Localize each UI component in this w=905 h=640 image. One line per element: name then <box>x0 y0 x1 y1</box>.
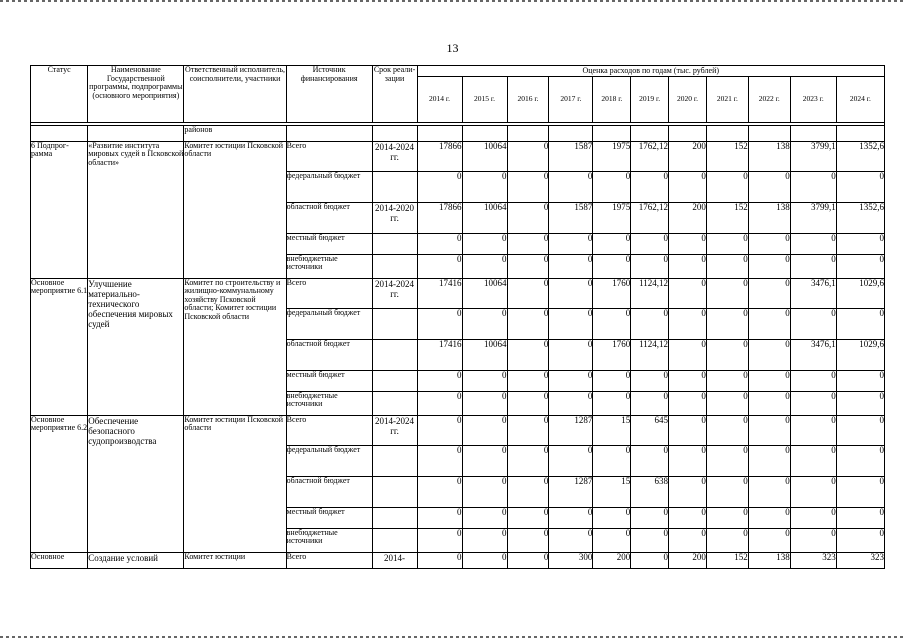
value-cell: 0 <box>669 308 707 339</box>
value-cell: 0 <box>593 233 631 254</box>
row-source: областной бюджет <box>286 202 372 233</box>
table-row <box>31 415 885 445</box>
row-responsible: Комитет юстиции <box>184 552 286 568</box>
row-source: федеральный бюджет <box>286 308 372 339</box>
value-cell: 323 <box>836 552 884 568</box>
row-name: Обеспечение безопасного судопроизводства <box>88 415 184 552</box>
header-year: 2018 г. <box>593 76 631 122</box>
value-cell: 0 <box>549 528 593 552</box>
value-cell: 0 <box>669 171 707 202</box>
header-year: 2021 г. <box>706 76 748 122</box>
value-cell: 0 <box>706 171 748 202</box>
value-cell: 138 <box>748 202 790 233</box>
value-cell: 0 <box>669 476 707 507</box>
value-cell: 0 <box>790 391 836 415</box>
row-term <box>372 476 417 507</box>
row-source: внебюджетные источники <box>286 391 372 415</box>
header-year: 2016 г. <box>507 76 549 122</box>
value-cell: 0 <box>790 171 836 202</box>
row-source: федеральный бюджет <box>286 171 372 202</box>
value-cell: 200 <box>669 552 707 568</box>
value-cell: 1762,12 <box>631 141 669 171</box>
row-term: 2014-2024 гг. <box>372 415 417 445</box>
value-cell: 0 <box>669 507 707 528</box>
value-cell: 0 <box>790 528 836 552</box>
value-cell: 0 <box>836 507 884 528</box>
value-cell: 0 <box>417 476 462 507</box>
header-year: 2020 г. <box>669 76 707 122</box>
value-cell: 0 <box>836 308 884 339</box>
value-cell: 0 <box>417 552 462 568</box>
header-year: 2024 г. <box>836 76 884 122</box>
row-status: 6 Подпрог-рамма <box>31 141 88 278</box>
value-cell: 0 <box>748 476 790 507</box>
value-cell: 0 <box>462 445 507 476</box>
value-cell: 0 <box>790 445 836 476</box>
value-cell: 0 <box>631 370 669 391</box>
value-cell: 1287 <box>549 476 593 507</box>
value-cell: 1029,6 <box>836 339 884 370</box>
value-cell: 0 <box>669 254 707 278</box>
value-cell: 0 <box>507 141 549 171</box>
value-cell: 0 <box>507 391 549 415</box>
value-cell: 0 <box>549 507 593 528</box>
value-cell: 0 <box>748 507 790 528</box>
header-estimate: Оценка расходов по годам (тыс. рублей) <box>417 66 884 77</box>
table-row <box>31 552 885 568</box>
header-term: Срок реали-зации <box>372 66 417 123</box>
value-cell: 3799,1 <box>790 202 836 233</box>
header-status: Статус <box>31 66 88 123</box>
row-source: местный бюджет <box>286 233 372 254</box>
row-source: местный бюджет <box>286 507 372 528</box>
value-cell: 0 <box>748 171 790 202</box>
value-cell: 0 <box>748 339 790 370</box>
value-cell: 1352,6 <box>836 202 884 233</box>
value-cell: 0 <box>748 233 790 254</box>
value-cell: 0 <box>669 445 707 476</box>
value-cell: 200 <box>669 141 707 171</box>
value-cell: 10064 <box>462 141 507 171</box>
value-cell: 10064 <box>462 278 507 308</box>
value-cell: 0 <box>790 476 836 507</box>
row-source: Всего <box>286 552 372 568</box>
value-cell: 0 <box>462 308 507 339</box>
row-term <box>372 528 417 552</box>
value-cell: 0 <box>669 370 707 391</box>
value-cell: 0 <box>748 278 790 308</box>
value-cell: 0 <box>462 370 507 391</box>
value-cell: 0 <box>790 370 836 391</box>
header-year: 2017 г. <box>549 76 593 122</box>
value-cell: 1124,12 <box>631 278 669 308</box>
value-cell: 0 <box>507 339 549 370</box>
value-cell: 0 <box>669 339 707 370</box>
value-cell: 0 <box>669 391 707 415</box>
value-cell: 0 <box>706 445 748 476</box>
value-cell: 0 <box>706 507 748 528</box>
value-cell: 0 <box>706 233 748 254</box>
value-cell: 0 <box>631 254 669 278</box>
value-cell: 0 <box>507 528 549 552</box>
value-cell: 0 <box>507 233 549 254</box>
value-cell: 0 <box>790 507 836 528</box>
value-cell: 0 <box>706 370 748 391</box>
value-cell: 0 <box>748 528 790 552</box>
value-cell: 0 <box>462 507 507 528</box>
budget-table <box>30 65 885 569</box>
row-source: областной бюджет <box>286 476 372 507</box>
value-cell: 0 <box>593 528 631 552</box>
value-cell: 0 <box>836 233 884 254</box>
row-term <box>372 233 417 254</box>
value-cell: 0 <box>631 308 669 339</box>
row-responsible: Комитет юстиции Псковской области <box>184 141 286 278</box>
value-cell: 0 <box>593 370 631 391</box>
row-term <box>372 254 417 278</box>
row-term: 2014-2020 гг. <box>372 202 417 233</box>
header-year: 2023 г. <box>790 76 836 122</box>
header-year: 2015 г. <box>462 76 507 122</box>
value-cell: 0 <box>417 171 462 202</box>
value-cell: 0 <box>836 445 884 476</box>
value-cell: 1587 <box>549 202 593 233</box>
value-cell: 0 <box>706 528 748 552</box>
value-cell: 0 <box>593 254 631 278</box>
row-status: Основное мероприятие 6.2 <box>31 415 88 552</box>
value-cell: 0 <box>669 233 707 254</box>
value-cell: 3799,1 <box>790 141 836 171</box>
row-name: Улучшение материально-технического обеспечения мировых судей <box>88 278 184 415</box>
value-cell: 0 <box>836 254 884 278</box>
value-cell: 0 <box>706 415 748 445</box>
row-term <box>372 370 417 391</box>
value-cell: 0 <box>790 233 836 254</box>
row-source: внебюджетные источники <box>286 254 372 278</box>
value-cell: 0 <box>593 171 631 202</box>
value-cell: 17416 <box>417 339 462 370</box>
value-cell: 152 <box>706 202 748 233</box>
value-cell: 0 <box>417 370 462 391</box>
value-cell: 0 <box>417 254 462 278</box>
value-cell: 1287 <box>549 415 593 445</box>
value-cell: 0 <box>462 233 507 254</box>
value-cell: 1762,12 <box>631 202 669 233</box>
value-cell: 638 <box>631 476 669 507</box>
value-cell: 200 <box>593 552 631 568</box>
value-cell: 0 <box>549 254 593 278</box>
value-cell: 17416 <box>417 278 462 308</box>
row-responsible: Комитет по строительству и жилищно-коммунальному хозяйству Псковской области; Комитет юстиции Псковской области <box>184 278 286 415</box>
value-cell: 300 <box>549 552 593 568</box>
continued-row <box>31 125 885 141</box>
value-cell: 17866 <box>417 141 462 171</box>
value-cell: 0 <box>706 476 748 507</box>
row-term <box>372 339 417 370</box>
value-cell: 0 <box>706 391 748 415</box>
value-cell: 0 <box>593 507 631 528</box>
value-cell: 0 <box>462 476 507 507</box>
value-cell: 0 <box>669 528 707 552</box>
value-cell: 17866 <box>417 202 462 233</box>
row-source: Всего <box>286 141 372 171</box>
value-cell: 0 <box>790 254 836 278</box>
value-cell: 10064 <box>462 339 507 370</box>
value-cell: 3476,1 <box>790 278 836 308</box>
row-term: 2014-2024 гг. <box>372 141 417 171</box>
value-cell: 0 <box>417 507 462 528</box>
header-year: 2019 г. <box>631 76 669 122</box>
value-cell: 0 <box>836 370 884 391</box>
header-name: Наименование Государственной программы, подпрограммы (основного мероприятия) <box>88 66 184 123</box>
value-cell: 0 <box>706 278 748 308</box>
value-cell: 0 <box>462 171 507 202</box>
value-cell: 0 <box>593 391 631 415</box>
value-cell: 0 <box>462 415 507 445</box>
value-cell: 0 <box>507 254 549 278</box>
value-cell: 0 <box>507 202 549 233</box>
value-cell: 152 <box>706 552 748 568</box>
value-cell: 0 <box>706 254 748 278</box>
value-cell: 0 <box>417 415 462 445</box>
value-cell: 645 <box>631 415 669 445</box>
value-cell: 3476,1 <box>790 339 836 370</box>
row-term <box>372 308 417 339</box>
top-scan-edge <box>0 0 905 2</box>
value-cell: 1124,12 <box>631 339 669 370</box>
value-cell: 0 <box>790 415 836 445</box>
value-cell: 138 <box>748 552 790 568</box>
value-cell: 1587 <box>549 141 593 171</box>
value-cell: 0 <box>836 391 884 415</box>
value-cell: 0 <box>507 415 549 445</box>
header-source: Источник финансирования <box>286 66 372 123</box>
value-cell: 138 <box>748 141 790 171</box>
value-cell: 0 <box>790 308 836 339</box>
row-term <box>372 391 417 415</box>
value-cell: 0 <box>631 552 669 568</box>
value-cell: 0 <box>631 233 669 254</box>
value-cell: 0 <box>706 339 748 370</box>
value-cell: 0 <box>549 278 593 308</box>
row-source: федеральный бюджет <box>286 445 372 476</box>
value-cell: 0 <box>836 528 884 552</box>
header-year: 2022 г. <box>748 76 790 122</box>
value-cell: 0 <box>631 528 669 552</box>
bottom-scan-edge <box>0 636 905 638</box>
row-term: 2014-2024 гг. <box>372 278 417 308</box>
row-name: «Развитие институтa мировых судей в Псковской области» <box>88 141 184 278</box>
value-cell: 200 <box>669 202 707 233</box>
value-cell: 0 <box>507 171 549 202</box>
value-cell: 0 <box>462 391 507 415</box>
value-cell: 0 <box>836 415 884 445</box>
value-cell: 0 <box>507 476 549 507</box>
value-cell: 0 <box>549 308 593 339</box>
value-cell: 0 <box>836 171 884 202</box>
value-cell: 0 <box>669 278 707 308</box>
row-status: Основное мероприятие 6.1 <box>31 278 88 415</box>
value-cell: 0 <box>507 445 549 476</box>
value-cell: 1760 <box>593 339 631 370</box>
value-cell: 0 <box>748 254 790 278</box>
value-cell: 0 <box>507 507 549 528</box>
value-cell: 0 <box>748 370 790 391</box>
value-cell: 0 <box>462 528 507 552</box>
value-cell: 0 <box>549 445 593 476</box>
table-row <box>31 141 885 171</box>
value-cell: 0 <box>507 308 549 339</box>
value-cell: 15 <box>593 415 631 445</box>
value-cell: 0 <box>549 233 593 254</box>
page-number: 13 <box>446 41 459 55</box>
value-cell: 0 <box>748 391 790 415</box>
value-cell: 0 <box>549 391 593 415</box>
value-cell: 0 <box>549 370 593 391</box>
value-cell: 0 <box>462 254 507 278</box>
value-cell: 0 <box>631 171 669 202</box>
value-cell: 152 <box>706 141 748 171</box>
row-responsible: Комитет юстиции Псковской области <box>184 415 286 552</box>
value-cell: 15 <box>593 476 631 507</box>
value-cell: 323 <box>790 552 836 568</box>
value-cell: 0 <box>549 339 593 370</box>
value-cell: 0 <box>507 278 549 308</box>
continued-text: районов <box>184 125 286 141</box>
value-cell: 0 <box>462 552 507 568</box>
value-cell: 10064 <box>462 202 507 233</box>
value-cell: 0 <box>549 171 593 202</box>
value-cell: 0 <box>593 308 631 339</box>
row-term <box>372 445 417 476</box>
row-term: 2014- <box>372 552 417 568</box>
value-cell: 0 <box>417 391 462 415</box>
value-cell: 0 <box>631 391 669 415</box>
value-cell: 0 <box>417 308 462 339</box>
header-year: 2014 г. <box>417 76 462 122</box>
value-cell: 0 <box>748 415 790 445</box>
value-cell: 0 <box>417 528 462 552</box>
value-cell: 1760 <box>593 278 631 308</box>
value-cell: 0 <box>507 370 549 391</box>
row-status: Основное <box>31 552 88 568</box>
value-cell: 0 <box>593 445 631 476</box>
value-cell: 0 <box>631 445 669 476</box>
value-cell: 0 <box>748 445 790 476</box>
value-cell: 0 <box>706 308 748 339</box>
row-source: областной бюджет <box>286 339 372 370</box>
value-cell: 1975 <box>593 141 631 171</box>
row-name: Создание условий <box>88 552 184 568</box>
row-term <box>372 507 417 528</box>
row-source: Всего <box>286 278 372 308</box>
value-cell: 0 <box>631 507 669 528</box>
row-term <box>372 171 417 202</box>
value-cell: 1029,6 <box>836 278 884 308</box>
header-responsible: Ответственный исполнитель, соисполнители, участники <box>184 66 286 123</box>
value-cell: 0 <box>669 415 707 445</box>
row-source: Всего <box>286 415 372 445</box>
value-cell: 0 <box>417 445 462 476</box>
value-cell: 1352,6 <box>836 141 884 171</box>
value-cell: 0 <box>417 233 462 254</box>
value-cell: 0 <box>748 308 790 339</box>
row-source: внебюджетные источники <box>286 528 372 552</box>
row-source: местный бюджет <box>286 370 372 391</box>
value-cell: 1975 <box>593 202 631 233</box>
value-cell: 0 <box>836 476 884 507</box>
table-row <box>31 278 885 308</box>
value-cell: 0 <box>507 552 549 568</box>
